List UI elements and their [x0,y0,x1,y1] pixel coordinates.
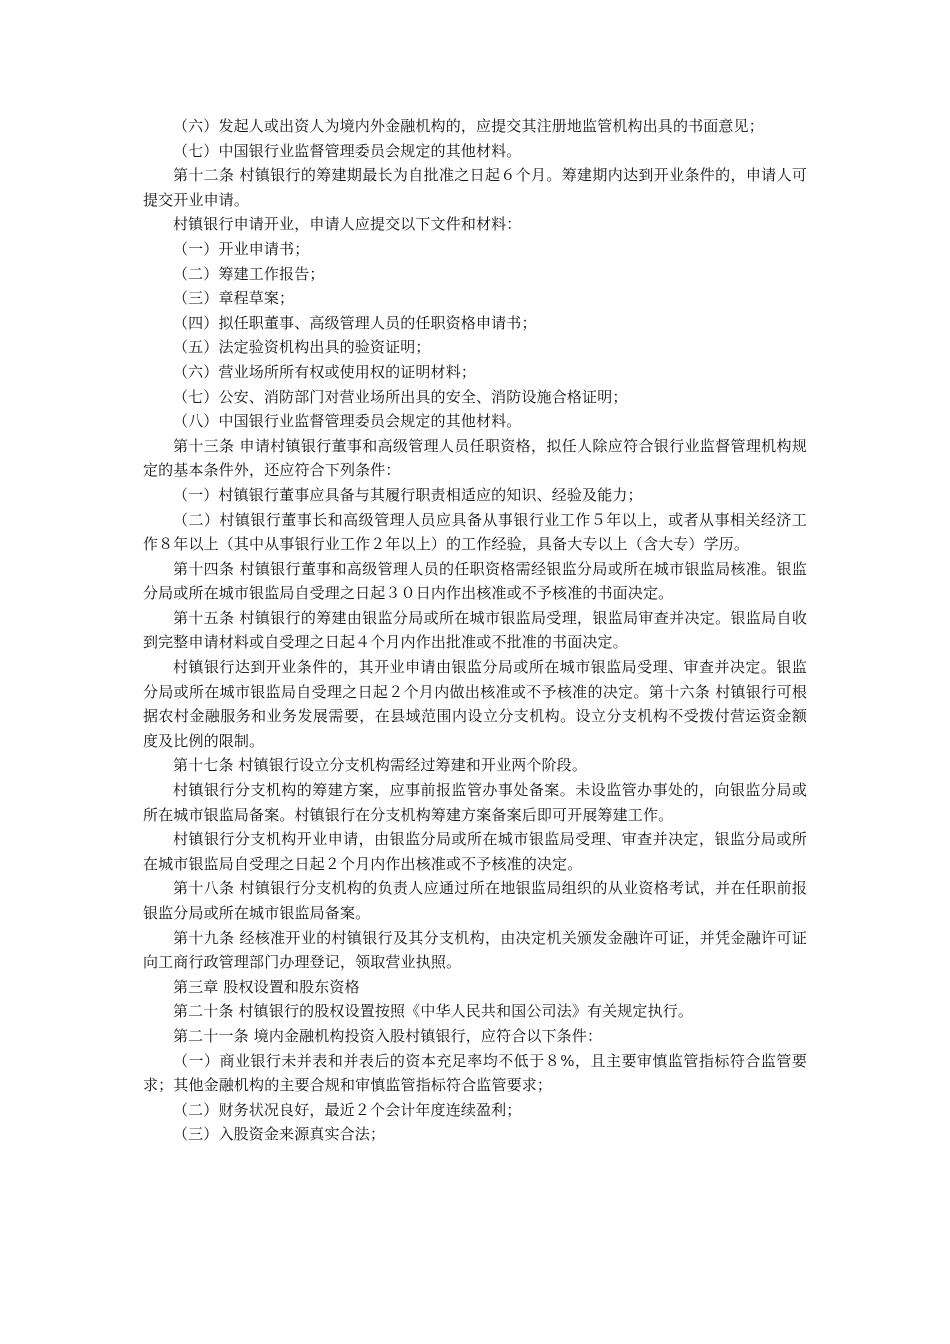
article-15: 第十五条 村镇银行的筹建由银监分局或所在城市银监局受理，银监局审查并决定。银监局自收到完整申请材料或自受理之日起４个月内作出批准或不批准的书面决定。 [143,608,807,652]
paragraph: 村镇银行分支机构的筹建方案，应事前报监管办事处备案。未设监管办事处的，向银监分局或所在城市银监局备案。村镇银行在分支机构筹建方案备案后即可开展筹建工作。 [143,781,807,824]
article-18: 第十八条 村镇银行分支机构的负责人应通过所在地银监局组织的从业资格考试，并在任职前报银监分局或所在城市银监局备案。 [143,879,807,922]
paragraph: （七）中国银行业监督管理委员会规定的其他材料。 [173,141,522,160]
list-item: （六）营业场所所有权或使用权的证明材料； [173,362,477,381]
article-19: 第十九条 经核准开业的村镇银行及其分支机构，由决定机关颁发金融许可证，并凭金融许可证向工商行政管理部门办理登记，领取营业执照。 [143,928,807,972]
chapter-heading: 第三章 股权设置和股东资格 [173,977,360,996]
list-item: （七）公安、消防部门对营业场所出具的安全、消防设施合格证明； [173,387,628,406]
paragraph: 村镇银行申请开业，申请人应提交以下文件和材料： [173,215,522,234]
article-12: 第十二条 村镇银行的筹建期最长为自批准之日起６个月。筹建期内达到开业条件的，申请人可提交开业申请。 [143,166,807,209]
list-item: （二）财务状况良好，最近２个会计年度连续盈利； [173,1100,522,1119]
list-item: （三）章程草案； [173,289,295,308]
list-item: （一）商业银行未并表和并表后的资本充足率均不低于８%，且主要审慎监管指标符合监管要求；其他金融机构的主要合规和审慎监管指标符合监管要求； [143,1051,807,1095]
paragraph: 村镇银行达到开业条件的，其开业申请由银监分局或所在城市银监局受理、审查并决定。银监分局或所在城市银监局自受理之日起２个月内做出核准或不予核准的决定。第十六条 村镇银行可根据农村金融服务和业务发展需要，在县域范围内设立分支机构。设立分支机构不受拨付营运资金额度及比例的限制。 [143,658,807,750]
list-item: （一）村镇银行董事应具备与其履行职责相适应的知识、经验及能力； [173,485,643,504]
list-item: （二）筹建工作报告； [173,264,325,283]
paragraph: （六）发起人或出资人为境内外金融机构的，应提交其注册地监管机构出具的书面意见； [173,117,764,135]
list-item: （八）中国银行业监督管理委员会规定的其他材料。 [173,412,522,431]
list-item: （一）开业申请书； [173,239,310,258]
document-body [143,114,807,1147]
list-item: （三）入股资金来源真实合法； [173,1125,386,1144]
list-item: （四）拟任职董事、高级管理人员的任职资格申请书； [173,313,537,332]
list-item: （二）村镇银行董事长和高级管理人员应具备从事银行业工作５年以上，或者从事相关经济工作８年以上（其中从事银行业工作２年以上）的工作经验，具备大专以上（含大专）学历。 [143,510,807,554]
list-item: （五）法定验资机构出具的验资证明； [173,338,431,357]
article-14: 第十四条 村镇银行董事和高级管理人员的任职资格需经银监分局或所在城市银监局核准。银监分局或所在城市银监局自受理之日起３０日内作出核准或不予核准的书面决定。 [143,559,807,603]
article-20: 第二十条 村镇银行的股权设置按照《中华人民共和国公司法》有关规定执行。 [173,1002,694,1021]
article-17: 第十七条 村镇银行设立分支机构需经过筹建和开业两个阶段。 [173,756,587,775]
article-13: 第十三条 申请村镇银行董事和高级管理人员任职资格，拟任人除应符合银行业监督管理机构规定的基本条件外，还应符合下列条件： [143,436,807,480]
article-21: 第二十一条 境内金融机构投资入股村镇银行，应符合以下条件： [173,1026,603,1045]
paragraph: 村镇银行分支机构开业申请，由银监分局或所在城市银监局受理、审查并决定，银监分局或所在城市银监局自受理之日起２个月内作出核准或不予核准的决定。 [143,830,807,873]
